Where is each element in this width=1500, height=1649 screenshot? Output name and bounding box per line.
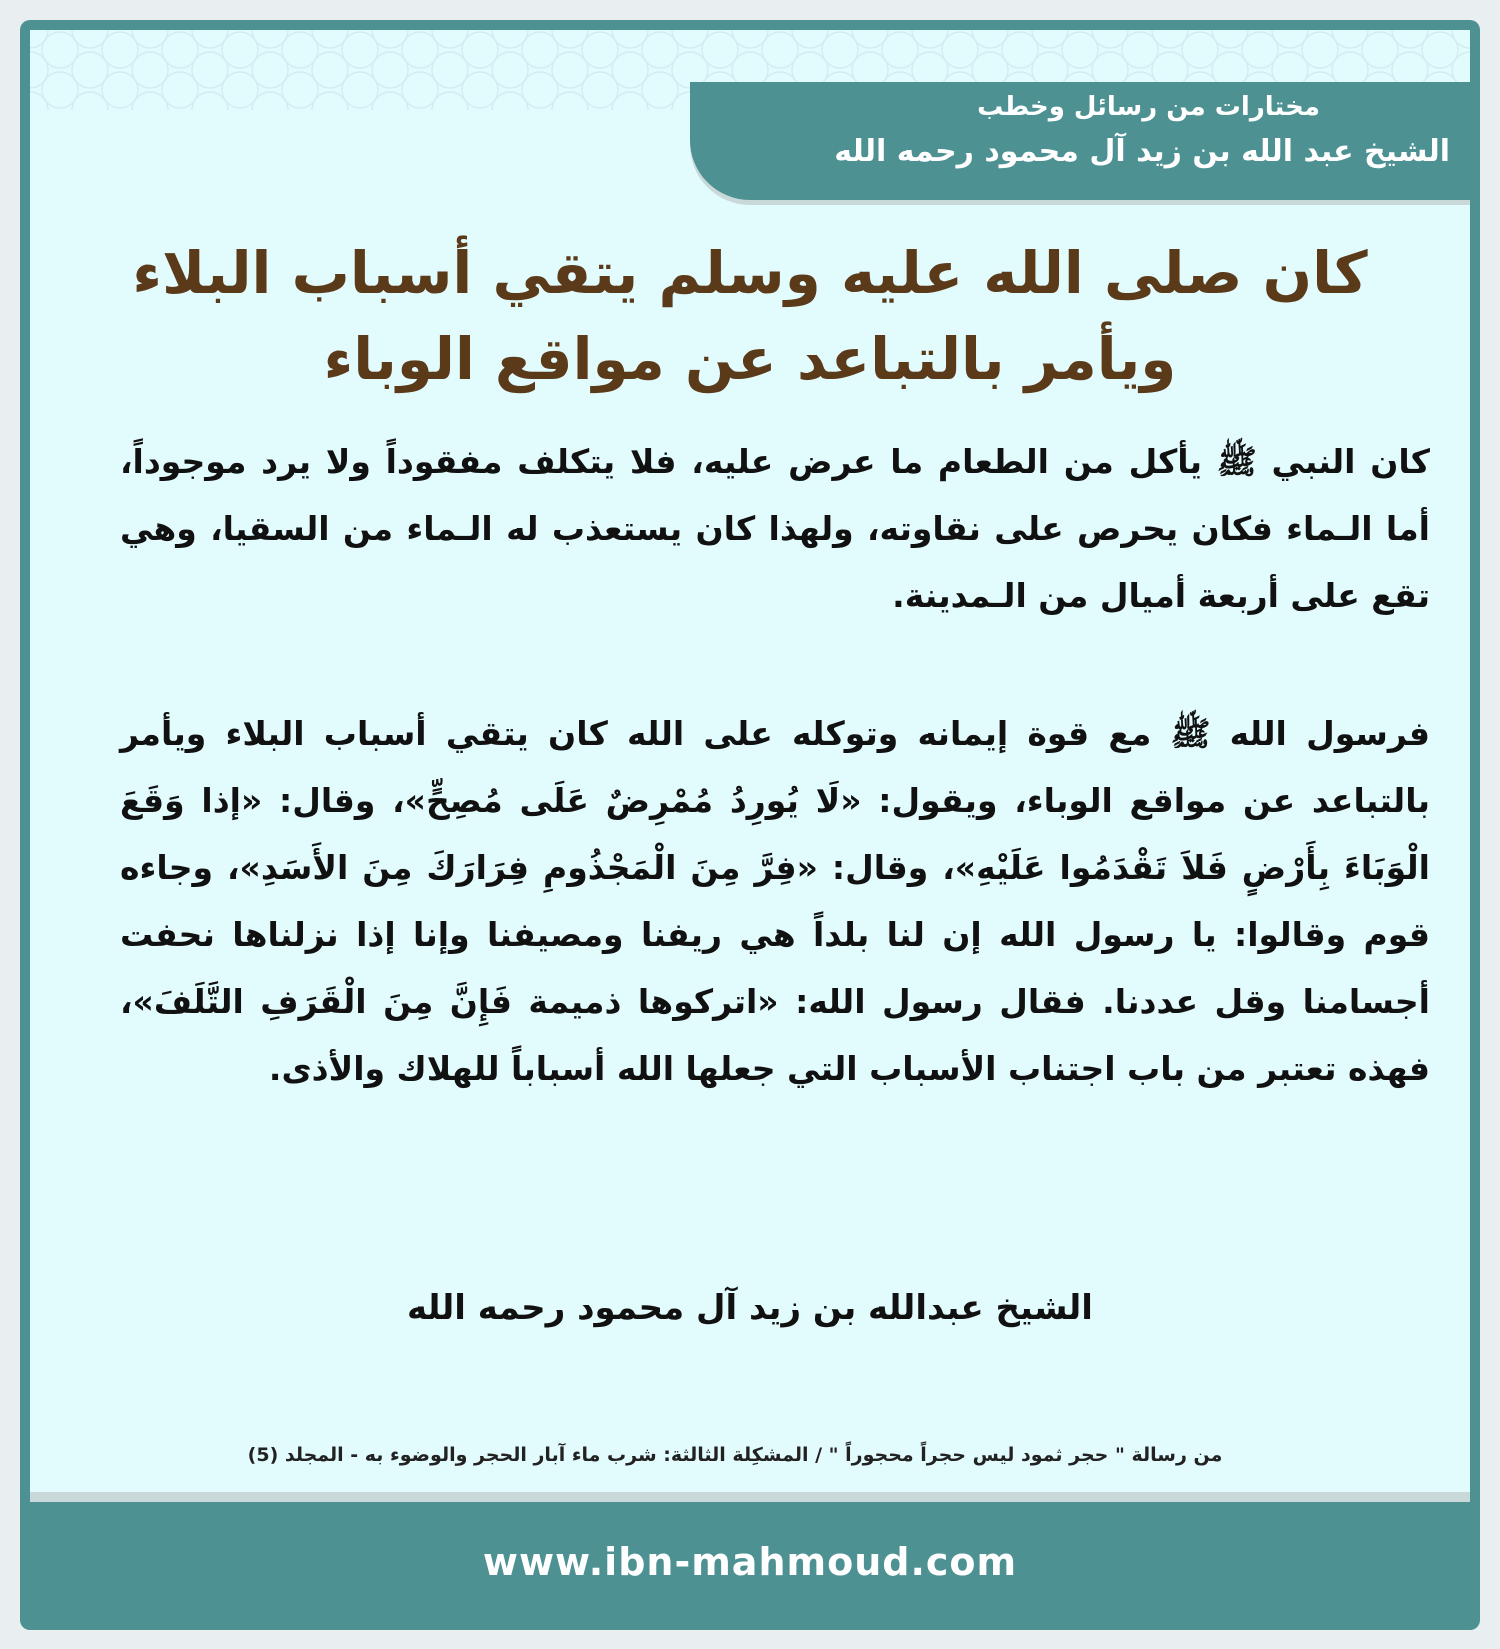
body-paragraph-1: كان النبي ﷺ يأكل من الطعام ما عرض عليه، فلا يتكلف مفقوداً ولا يرد موجوداً، أما الـماء فكان يحرص على نقاوته، ولهذا كان يستعذب له الـماء من السقيا، وهي تقع على أربعة أميال من الـمدينة.	[120, 442, 1430, 615]
website-link[interactable]: www.ibn-mahmoud.com	[482, 1540, 1018, 1584]
content-card	[30, 30, 1470, 1502]
title-line-2: ويأمر بالتباعد عن مواقع الوباء	[323, 325, 1177, 393]
author-signature: الشيخ عبدالله بن زيد آل محمود رحمه الله	[407, 1288, 1093, 1328]
header-band	[690, 82, 1470, 200]
article-title	[120, 230, 1380, 402]
footer-divider	[30, 1492, 1470, 1502]
header-series-title: مختارات من رسائل وخطب	[977, 92, 1320, 122]
title-line-1: كان صلى الله عليه وسلم يتقي أسباب البلاء	[132, 239, 1368, 307]
header-author-name: الشيخ عبد الله بن زيد آل محمود رحمه الله	[834, 134, 1450, 169]
source-citation: من رسالة " حجر ثمود ليس حجراً محجوراً " / المشكِلة الثالثة: شرب ماء آبار الحجر والوضوء به - المجلد (5)	[247, 1444, 1223, 1466]
body-paragraph-2: فرسول الله ﷺ مع قوة إيمانه وتوكله على الله كان يتقي أسباب البلاء ويأمر بالتباعد عن مواقع الوباء، ويقول: «لَا يُورِدُ مُمْرِضٌ عَلَى مُصِحٍّ»، وقال: «إذا وَقَعَ الْوَبَاءَ بِأَرْضٍ فَلاَ تَقْدَمُوا عَلَيْهِ»، وقال: «فِرَّ مِنَ الْمَجْذُومِ فِرَارَكَ مِنَ الأَسَدِ»، وجاءه قوم وقالوا: يا رسول الله إن لنا بلداً هي ريفنا ومصيفنا وإنا إذا نزلناها نحفت أجسامنا وقل عددنا. فقال رسول الله: «اتركوها ذميمة فَإِنَّ مِنَ الْقَرَفِ التَّلَفَ»، فهذه تعتبر من باب اجتناب الأسباب التي جعلها الله أسباباً للهلاك والأذى.	[120, 714, 1430, 1088]
